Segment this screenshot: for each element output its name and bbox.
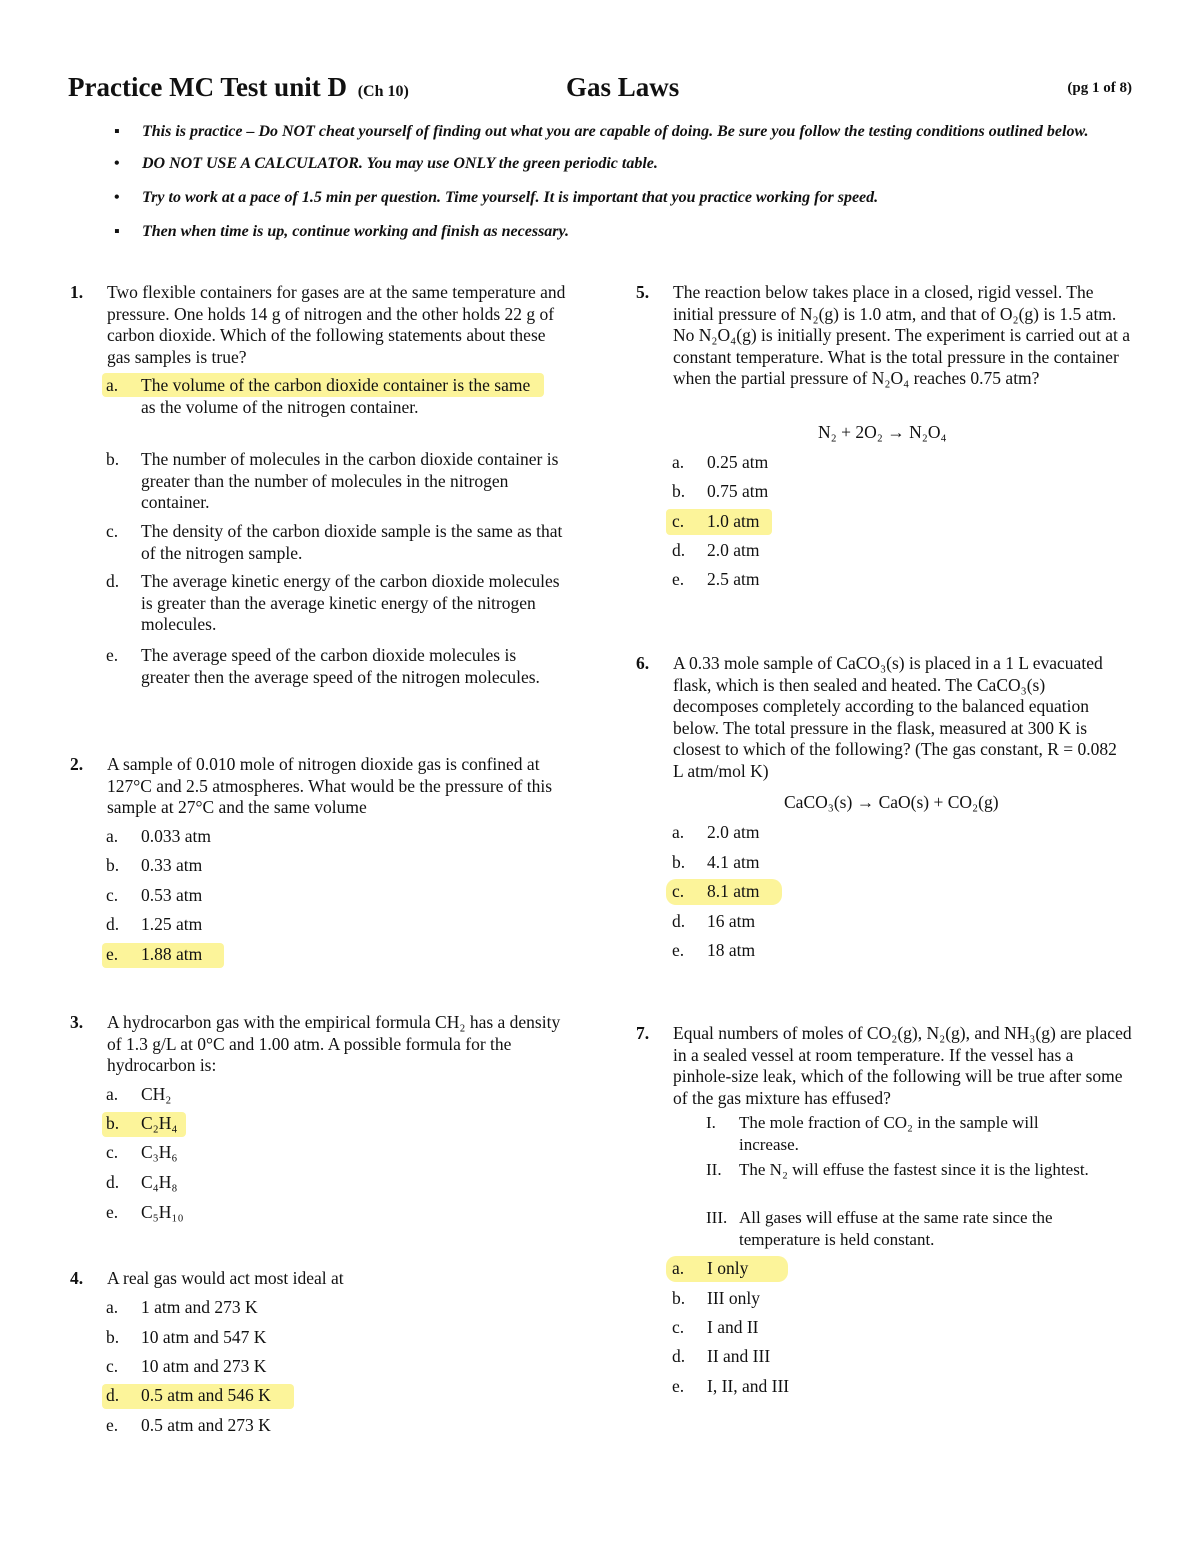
choice-text: The average kinetic energy of the carbon dioxide molecules is greater than the average kinetic energy of the nitrogen molecules. [141, 571, 560, 634]
choice-letter: a. [106, 1297, 119, 1317]
choice-text: 2.0 atm [707, 822, 760, 842]
question-number: 5. [636, 282, 650, 302]
statement-label: III. [706, 1208, 728, 1227]
choice-text: I, II, and III [707, 1376, 790, 1396]
instruction-item: ▪ This is practice – Do NOT cheat yourself of finding out what you are capable of doing. Be sure you follow the testing conditions outlined below. [114, 123, 1089, 140]
statement-label: I. [706, 1113, 716, 1132]
choice-letter: b. [106, 449, 120, 469]
choice-text: 10 atm and 273 K [141, 1356, 267, 1376]
choice-letter: b. [106, 1113, 120, 1133]
choice-text: I only [707, 1258, 749, 1278]
choice-text: C₅H₁₀ [141, 1202, 184, 1222]
topic-title: Gas Laws [566, 72, 680, 102]
choice-letter: a. [672, 1258, 685, 1278]
choice-letter: d. [106, 1172, 120, 1192]
choice-letter: a. [672, 822, 685, 842]
bullet-icon: ▪ [114, 123, 120, 140]
choice-text: 4.1 atm [707, 852, 760, 872]
instructions-list [114, 122, 1114, 256]
choice-text: The volume of the carbon dioxide container is the same as the volume of the nitrogen container. [141, 375, 531, 417]
choice-text: 0.5 atm and 546 K [141, 1385, 271, 1405]
choice-letter: a. [106, 1084, 119, 1104]
question-stem: Two flexible containers for gases are at the same temperature and pressure. One holds 14 g of nitrogen and the other holds 22 g of carbon dioxide. Which of the following statements about these gas samples is true? [107, 282, 566, 367]
choice-text: 2.0 atm [707, 540, 760, 560]
choice-letter: b. [672, 1288, 686, 1308]
choice-text: 0.033 atm [141, 826, 211, 846]
choice-letter: e. [106, 1202, 119, 1222]
choice-letter: b. [672, 852, 686, 872]
choice-letter: c. [106, 1142, 119, 1162]
choice-text: 0.5 atm and 273 K [141, 1415, 271, 1435]
choice-text: 8.1 atm [707, 881, 760, 901]
reaction-equation-6 [784, 792, 1084, 814]
instruction-item: ▪ Then when time is up, continue working and finish as necessary. [114, 223, 570, 240]
choice-letter: a. [672, 452, 685, 472]
choice-text: CH₂ [141, 1084, 172, 1104]
choice-letter: b. [106, 855, 120, 875]
choice-text: 2.5 atm [707, 569, 760, 589]
statement-text: The mole fraction of CO₂ in the sample will increase. [739, 1113, 1039, 1154]
equation-text: N₂ + 2O₂ → N₂O₄ [818, 422, 947, 442]
question-number: 4. [70, 1268, 84, 1288]
bullet-icon: • [114, 155, 120, 172]
page-header [68, 72, 1132, 112]
choice-text: The density of the carbon dioxide sample is the same as that of the nitrogen sample. [141, 521, 563, 563]
choice-text: The average speed of the carbon dioxide molecules is greater then the average speed of the nitrogen molecules. [141, 645, 540, 687]
choice-letter: d. [106, 571, 120, 591]
question-stem: Equal numbers of moles of CO₂(g), N₂(g), and NH₃(g) are placed in a sealed vessel at room temperature. If the vessel has a pinhole-size leak, which of the following will be true after some of the gas mixture has effused? [673, 1023, 1132, 1108]
choice-text: 1 atm and 273 K [141, 1297, 258, 1317]
choice-letter: d. [672, 1346, 686, 1366]
test-title: Practice MC Test unit D (Ch 10) [68, 72, 409, 102]
question-number: 2. [70, 754, 84, 774]
choice-text: C₄H₈ [141, 1172, 178, 1192]
choice-text: I and II [707, 1317, 759, 1337]
choice-letter: c. [672, 1317, 685, 1337]
choice-letter: d. [672, 540, 686, 560]
choice-text: C₂H₄ [141, 1113, 178, 1133]
choice-text: 16 atm [707, 911, 756, 931]
question-stem: A sample of 0.010 mole of nitrogen dioxide gas is confined at 127°C and 2.5 atmospheres. What would be the pressure of this sample at 27°C and the same volume [107, 754, 553, 817]
statement-label: II. [706, 1160, 722, 1179]
reaction-equation-5 [818, 422, 1058, 444]
chapter-label: (Ch 10) [357, 83, 409, 100]
question-number: 3. [70, 1012, 84, 1032]
choice-text: 10 atm and 547 K [141, 1327, 267, 1347]
choice-text: 18 atm [707, 940, 756, 960]
choice-letter: e. [106, 1415, 119, 1435]
choice-text: 1.88 atm [141, 944, 203, 964]
choice-letter: a. [106, 375, 119, 395]
question-number: 7. [636, 1023, 650, 1043]
choice-text: 0.33 atm [141, 855, 203, 875]
question-stem: A hydrocarbon gas with the empirical formula CH₂ has a density of 1.3 g/L at 0°C and 1.00 atm. A possible formula for the hydrocarbon is: [107, 1012, 561, 1075]
choice-letter: c. [672, 511, 685, 531]
choice-letter: d. [106, 914, 120, 934]
question-number: 6. [636, 653, 650, 673]
page-number: (pg 1 of 8) [1067, 80, 1132, 96]
choice-letter: b. [672, 481, 686, 501]
statement-text: All gases will effuse at the same rate since the temperature is held constant. [739, 1208, 1053, 1249]
choice-letter: d. [672, 911, 686, 931]
choice-letter: e. [672, 940, 685, 960]
instruction-item: • Try to work at a pace of 1.5 min per question. Time yourself. It is important that you practice working for speed. [114, 189, 879, 206]
bullet-icon: • [114, 189, 120, 206]
choice-letter: c. [106, 885, 119, 905]
choice-text: II and III [707, 1346, 771, 1366]
choice-letter: e. [672, 1376, 685, 1396]
choice-text: 1.25 atm [141, 914, 203, 934]
choice-letter: b. [106, 1327, 120, 1347]
question-number: 1. [70, 282, 84, 302]
equation-text: CaCO₃(s) → CaO(s) + CO₂(g) [784, 792, 999, 812]
instruction-item: • DO NOT USE A CALCULATOR. You may use ONLY the green periodic table. [114, 155, 658, 172]
question-stem: A 0.33 mole sample of CaCO₃(s) is placed in a 1 L evacuated flask, which is then sealed and heated. The CaCO₃(s) decomposes completely according to the balanced equation below. The total pressure in the flask, measured at 300 K is closest to which of the following? (The gas constant, R = 0.082 L atm/mol K) [673, 653, 1117, 781]
choice-text: III only [707, 1288, 760, 1308]
choice-letter: c. [672, 881, 685, 901]
choice-letter: e. [106, 645, 119, 665]
choice-letter: e. [106, 944, 119, 964]
bullet-icon: ▪ [114, 223, 120, 240]
choice-text: 0.75 atm [707, 481, 769, 501]
choice-text: 0.53 atm [141, 885, 203, 905]
statement-text: The N₂ will effuse the fastest since it is the lightest. [739, 1160, 1089, 1179]
choice-letter: d. [106, 1385, 120, 1405]
choice-letter: c. [106, 1356, 119, 1376]
question-stem: The reaction below takes place in a closed, rigid vessel. The initial pressure of N₂(g) is 1.0 atm, and that of O₂(g) is 1.5 atm. No N₂O₄(g) is initially present. The experiment is carried out at a constant temperature. What is the total pressure in the container when the partial pressure of N₂O₄ reaches 0.75 atm? [673, 282, 1131, 388]
choice-text: C₃H₆ [141, 1142, 178, 1162]
choice-letter: e. [672, 569, 685, 589]
choice-text: 0.25 atm [707, 452, 769, 472]
choice-letter: c. [106, 521, 119, 541]
choice-letter: a. [106, 826, 119, 846]
question-stem: A real gas would act most ideal at [107, 1268, 344, 1288]
choice-text: 1.0 atm [707, 511, 760, 531]
choice-text: The number of molecules in the carbon dioxide container is greater than the number of molecules in the nitrogen container. [141, 449, 559, 512]
